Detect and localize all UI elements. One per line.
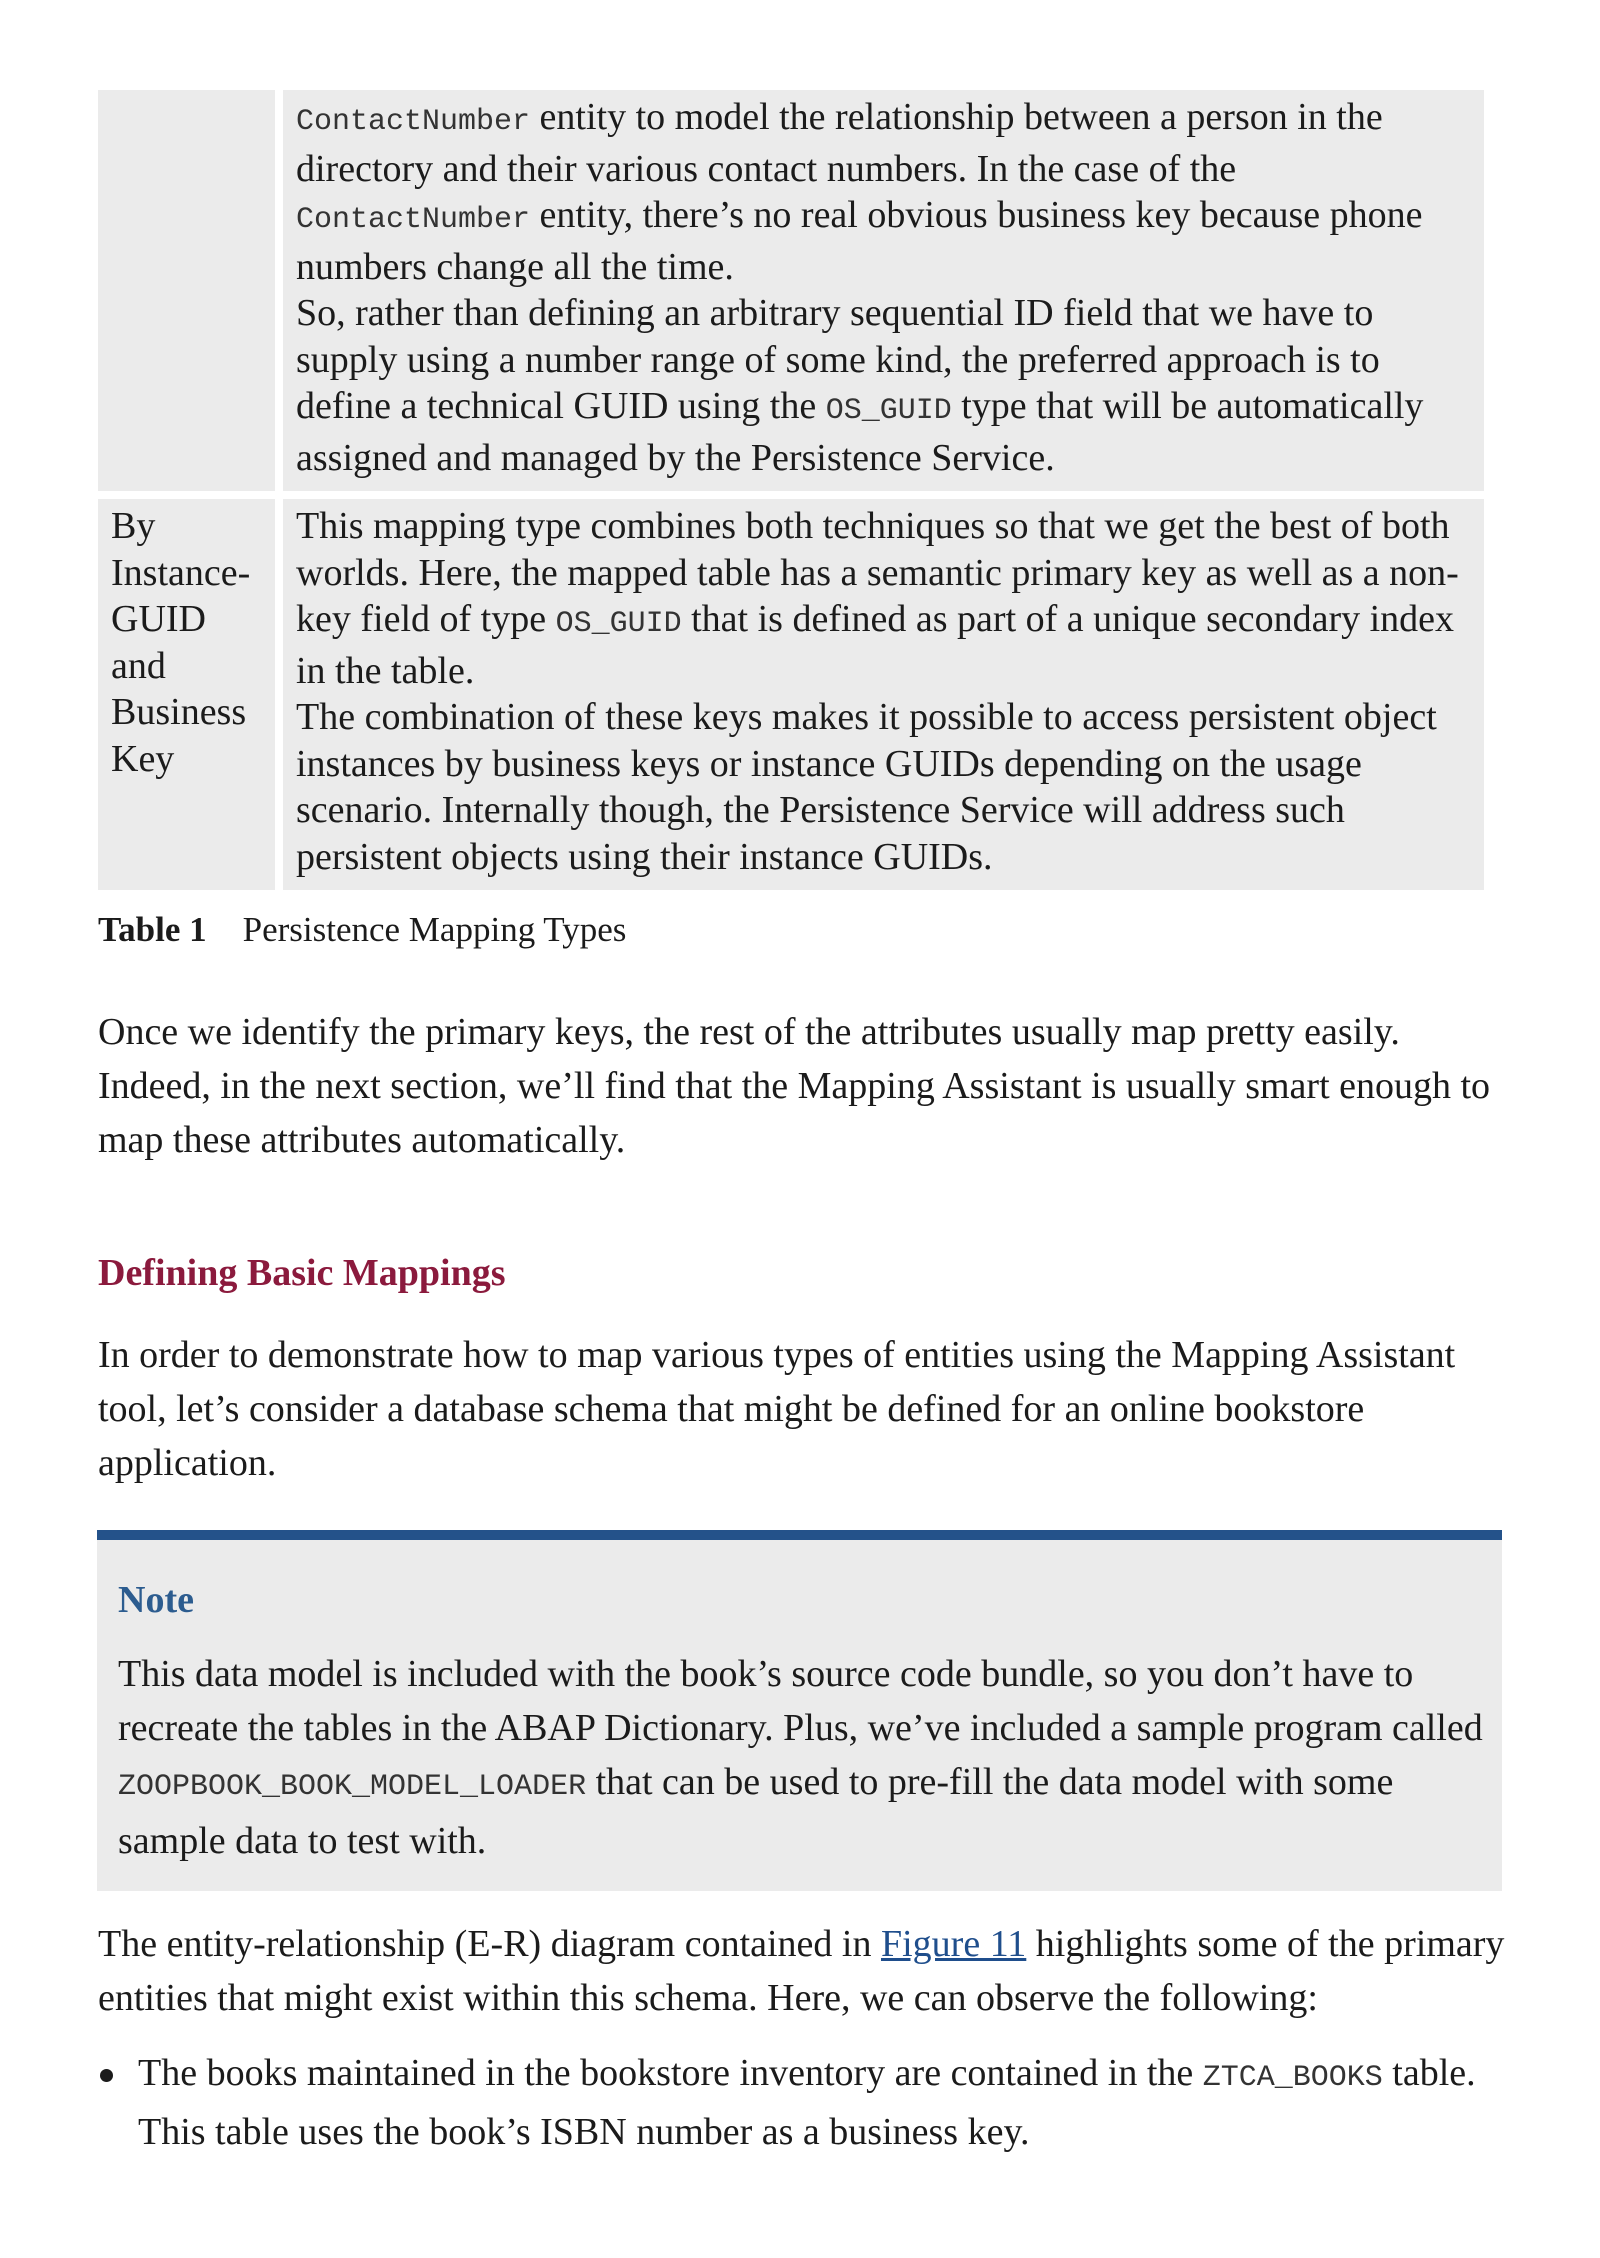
list-text: table. This table uses the book’s ISBN number as a business key.	[138, 2052, 1476, 2153]
cell-paragraph	[296, 290, 1472, 481]
table-cell-description	[283, 499, 1484, 890]
code-text: ZOOPBOOK_BOOK_MODEL_LOADER	[118, 1770, 587, 1804]
code-text: OS_GUID	[825, 394, 952, 428]
label-line: By	[111, 505, 156, 547]
list-item	[98, 2046, 1508, 2159]
note-body	[118, 1647, 1488, 1868]
body-paragraph: In order to demonstrate how to map various types of entities using the Mapping Assistant tool, let’s consider a database schema that might be defined for an online bookstore application.	[98, 1334, 1456, 1484]
cell-text: This mapping type combines both techniques so that we get the best of both worlds. Here, the mapped table has a semantic primary key as well as a non-key field of type	[296, 505, 1459, 640]
note-text: This data model is included with the book’s source code bundle, so you don’t have to recreate the tables in the ABAP Dictionary. Plus, we’ve included a sample program called	[118, 1653, 1483, 1749]
list-text: The books maintained in the bookstore inventory are contained in the	[138, 2052, 1203, 2094]
label-line: GUID	[111, 598, 206, 640]
table-caption	[98, 908, 626, 952]
cell-text: that is defined as part of a unique secondary index in the table.	[296, 598, 1455, 692]
code-text: ContactNumber	[296, 105, 531, 139]
table-cell-label	[98, 90, 275, 491]
code-text: OS_GUID	[555, 607, 682, 641]
table-row	[98, 90, 1484, 491]
table-row	[98, 499, 1484, 890]
cell-text: entity, there’s no real obvious business key because phone numbers change all the time.	[296, 194, 1423, 288]
caption-text: Persistence Mapping Types	[242, 910, 627, 949]
persistence-mapping-table	[90, 82, 1492, 898]
cell-text: entity to model the relationship between a person in the directory and their various contact numbers. In the case of the	[296, 96, 1383, 190]
label-line: and	[111, 644, 166, 687]
code-text: ZTCA_BOOKS	[1202, 2061, 1383, 2095]
section-heading: Defining Basic Mappings	[98, 1252, 506, 1294]
cell-paragraph	[296, 503, 1472, 694]
body-text: The entity-relationship (E-R) diagram contained in	[98, 1923, 881, 1965]
table-cell-description	[283, 90, 1484, 491]
cell-text: So, rather than defining an arbitrary sequential ID field that we have to supply using a number range of some kind, the preferred approach is to define a technical GUID using the	[296, 292, 1380, 427]
label-line: Business	[111, 691, 247, 733]
figure-link[interactable]: Figure 11	[880, 1923, 1027, 1965]
cell-text: type that will be automatically assigned and managed by the Persistence Service.	[296, 385, 1424, 479]
bullet-icon	[100, 2069, 113, 2082]
cell-paragraph	[296, 94, 1472, 290]
bullet-list	[98, 2046, 1508, 2159]
label-line: Instance-	[111, 551, 251, 594]
label-line: Key	[111, 737, 175, 780]
note-box	[97, 1530, 1502, 1891]
note-title: Note	[118, 1579, 194, 1621]
body-paragraph	[98, 1917, 1508, 2025]
caption-label: Table 1	[98, 910, 207, 949]
cell-paragraph: The combination of these keys makes it possible to access persistent object instances by business keys or instance GUIDs depending on the usage scenario. Internally though, the Persistence Service will address such persistent objects using their instance GUIDs.	[296, 696, 1437, 878]
body-paragraph: Once we identify the primary keys, the rest of the attributes usually map pretty easily. Indeed, in the next section, we’ll find that the Mapping Assistant is usually smart enough to map these attributes automatically.	[98, 1011, 1491, 1161]
body-text: highlights some of the primary entities that might exist within this schema. Here, we can observe the following:	[98, 1923, 1505, 2019]
note-text: that can be used to pre-fill the data model with some sample data to test with.	[118, 1761, 1394, 1862]
table-cell-label	[98, 499, 275, 890]
code-text: ContactNumber	[296, 203, 531, 237]
